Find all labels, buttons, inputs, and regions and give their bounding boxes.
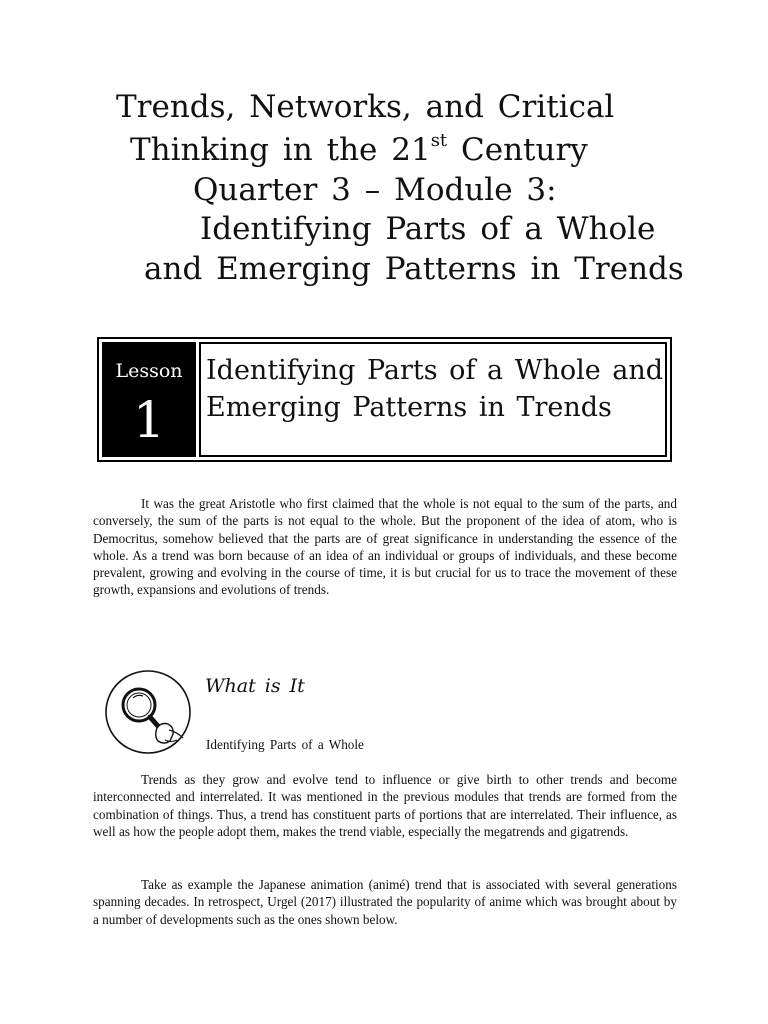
quarter-module-line: Quarter 3 – Module 3: — [193, 172, 557, 208]
lesson-title: Identifying Parts of a Whole and Emerging Patterns in Trends — [206, 355, 664, 423]
lesson-banner — [97, 337, 672, 462]
subtitle-line-1: Identifying Parts of a Whole — [200, 211, 656, 247]
title-line-2-end: Century — [447, 132, 588, 168]
title-line-1: Trends, Networks, and Critical — [116, 89, 615, 125]
lesson-title-box — [199, 342, 667, 457]
section-subheading: Identifying Parts of a Whole — [206, 737, 364, 752]
ordinal-suffix: st — [430, 130, 448, 151]
lesson-number: 1 — [133, 391, 165, 449]
subtitle-line-2: and Emerging Patterns in Trends — [144, 251, 684, 287]
body-paragraph-2: Take as example the Japanese animation (animé) trend that is associated with several generations spanning decades. In retrospect, Urgel (2017) illustrated the popularity of anime which was brought about by a number of developments such as the ones shown below. — [93, 877, 677, 927]
title-line-2 — [130, 131, 588, 169]
what-is-it-heading: What is It — [205, 675, 305, 697]
title-line-2-text: Thinking in the 21 — [130, 132, 431, 168]
intro-paragraph: It was the great Aristotle who first claimed that the whole is not equal to the sum of the parts, and conversely, the sum of the parts is not equal to the whole. But the proponent of the idea of atom, who is Democritus, somehow believed that the parts are of great significance in understanding the essence of the whole. As a trend was born because of an idea of an individual or groups of individuals, and these become prevalent, growing and evolving in the course of time, it is but crucial for us to trace the movement of these growth, expansions and evolutions of trends. — [93, 496, 677, 598]
lesson-badge — [102, 342, 196, 457]
lesson-label: Lesson — [115, 360, 183, 382]
magnifying-glass-icon — [103, 668, 193, 756]
body-paragraph-1: Trends as they grow and evolve tend to influence or give birth to other trends and become interconnected and interrelated. It was mentioned in the previous modules that trends are formed from the combination of things. Thus, a trend has constituent parts of portions that are interrelated. Their influence, as well as how the people adopt them, makes the trend viable, especially the megatrends and gigatrends. — [93, 772, 677, 839]
